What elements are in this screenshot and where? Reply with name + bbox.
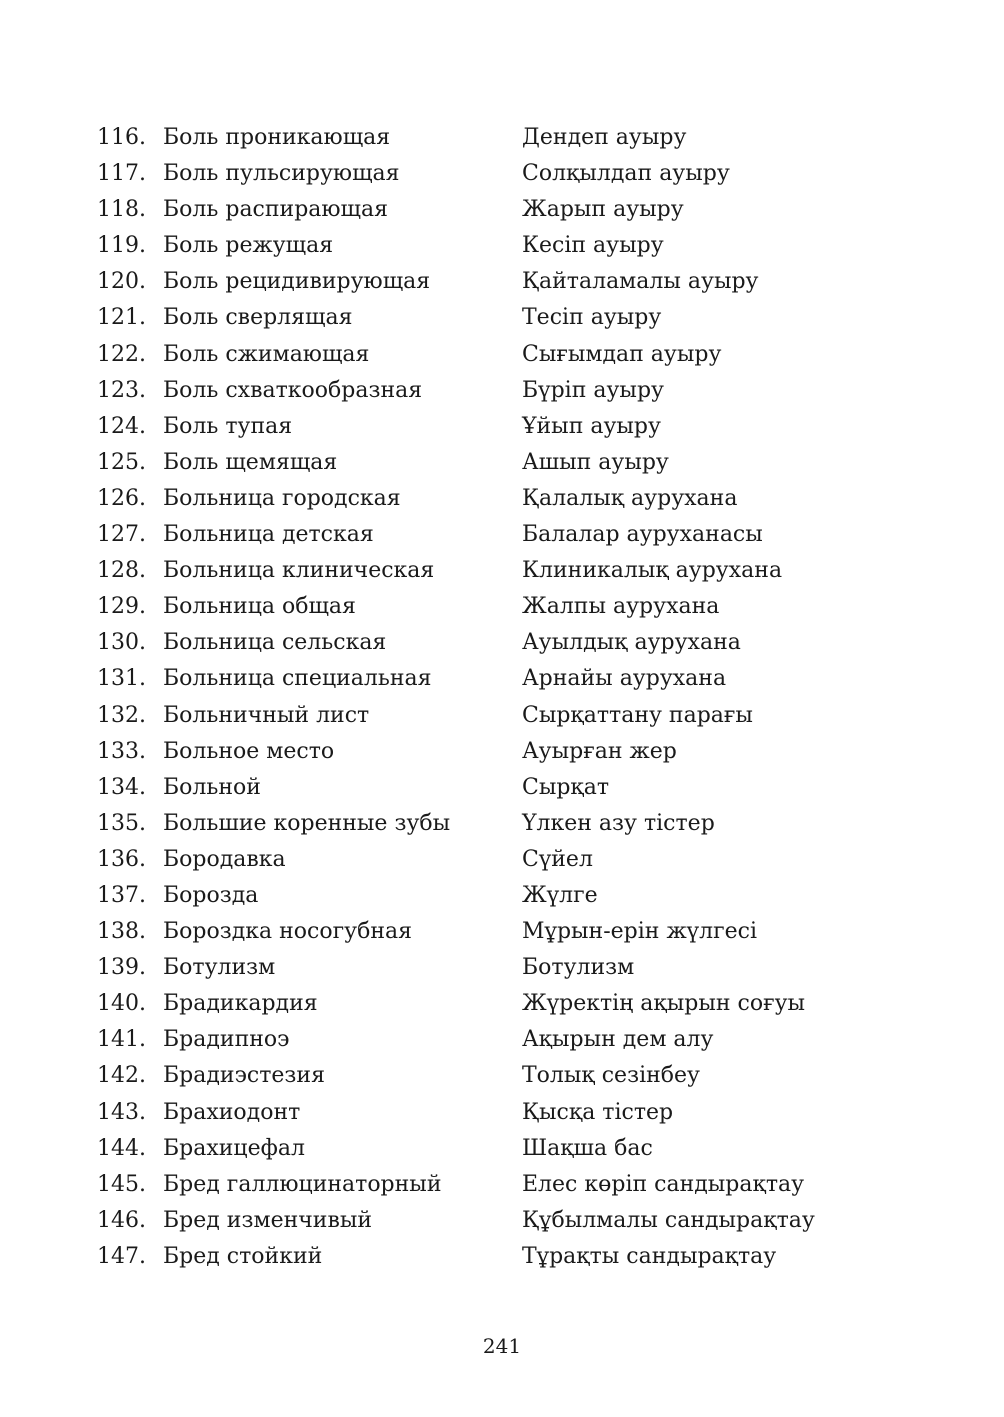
- glossary-entry: [97, 265, 917, 301]
- entry-number: 146.: [97, 1207, 146, 1233]
- entry-russian-term: Боль проникающая: [163, 125, 391, 150]
- entry-russian-term: Больница детская: [163, 522, 374, 548]
- entry-number: 126.: [97, 485, 146, 511]
- entry-number: 122.: [97, 341, 146, 367]
- entry-kazakh-term: Шақша бас: [522, 1135, 653, 1161]
- entry-russian-term: Боль тупая: [163, 413, 293, 439]
- entry-number: 129.: [97, 594, 146, 620]
- entry-number: 120.: [97, 269, 146, 295]
- glossary-entry: [97, 987, 917, 1023]
- glossary-entry: [97, 157, 917, 193]
- entry-russian-term: Боль щемящая: [163, 449, 338, 475]
- entry-russian-term: Ботулизм: [163, 955, 276, 981]
- entry-number: 127.: [97, 522, 146, 548]
- entry-kazakh-term: Қалалық аурухана: [522, 485, 738, 511]
- glossary-entry: [97, 446, 917, 482]
- entry-number: 140.: [97, 991, 146, 1017]
- entry-russian-term: Больное место: [163, 738, 335, 764]
- entry-kazakh-term: Жарып ауыру: [522, 197, 684, 223]
- entry-russian-term: Брахиодонт: [163, 1099, 301, 1125]
- entry-number: 118.: [97, 197, 146, 223]
- glossary-entry: [97, 771, 917, 807]
- entry-kazakh-term: Арнайы аурухана: [522, 666, 727, 692]
- entry-kazakh-term: Тұрақты сандырақтау: [522, 1243, 777, 1269]
- entry-russian-term: Больница клиническая: [163, 558, 435, 584]
- entry-russian-term: Бороздка носогубная: [163, 919, 412, 945]
- entry-number: 117.: [97, 161, 146, 187]
- entry-russian-term: Боль сжимающая: [163, 341, 370, 367]
- glossary-entry: [97, 301, 917, 337]
- glossary-entry: [97, 1240, 917, 1276]
- glossary-entry: [97, 1059, 917, 1095]
- glossary-entry: [97, 554, 917, 590]
- glossary-entry: [97, 879, 917, 915]
- entry-russian-term: Боль режущая: [163, 233, 334, 259]
- entry-russian-term: Больница городская: [163, 485, 401, 511]
- entry-russian-term: Брадипноэ: [163, 1027, 290, 1053]
- glossary-entry: [97, 193, 917, 229]
- glossary-entry: [97, 699, 917, 735]
- glossary-entry: [97, 1132, 917, 1168]
- entry-russian-term: Боль рецидивирующая: [163, 269, 431, 295]
- entry-kazakh-term: Сүйел: [522, 846, 593, 872]
- entry-russian-term: Бред стойкий: [163, 1243, 323, 1269]
- entry-russian-term: Брадикардия: [163, 991, 318, 1017]
- entry-russian-term: Бред галлюцинаторный: [163, 1171, 442, 1197]
- glossary-entry: [97, 1096, 917, 1132]
- entry-number: 130.: [97, 630, 146, 656]
- glossary-entry: [97, 374, 917, 410]
- page-number: 241: [482, 1334, 522, 1358]
- entry-kazakh-term: Үлкен азу тістер: [522, 810, 715, 836]
- entry-russian-term: Больной: [163, 774, 261, 800]
- entry-kazakh-term: Кесіп ауыру: [522, 233, 664, 259]
- entry-number: 142.: [97, 1063, 146, 1089]
- glossary-entry: [97, 626, 917, 662]
- glossary-entry: [97, 338, 917, 374]
- entry-number: 121.: [97, 305, 146, 331]
- entry-russian-term: Боль сверлящая: [163, 305, 353, 331]
- entry-number: 137.: [97, 882, 146, 908]
- entry-kazakh-term: Тесіп ауыру: [522, 305, 662, 331]
- entry-kazakh-term: Сырқат: [522, 774, 610, 800]
- entry-number: 139.: [97, 955, 146, 981]
- entry-russian-term: Брадиэстезия: [163, 1063, 325, 1089]
- entry-number: 123.: [97, 377, 146, 403]
- entry-russian-term: Брахицефал: [163, 1135, 305, 1161]
- entry-kazakh-term: Жүлге: [522, 882, 598, 908]
- entry-number: 143.: [97, 1099, 146, 1125]
- entry-russian-term: Больница специальная: [163, 666, 432, 692]
- entry-number: 145.: [97, 1171, 146, 1197]
- entry-number: 128.: [97, 558, 146, 584]
- glossary-entry: [97, 1168, 917, 1204]
- glossary-entry: [97, 915, 917, 951]
- entry-kazakh-term: Елес көріп сандырақтау: [522, 1171, 805, 1197]
- entry-number: 133.: [97, 738, 146, 764]
- entry-number: 138.: [97, 919, 146, 945]
- entry-russian-term: Больница сельская: [163, 630, 387, 656]
- entry-kazakh-term: Сығымдап ауыру: [522, 341, 722, 367]
- entry-number: 141.: [97, 1027, 146, 1053]
- entry-kazakh-term: Бүріп ауыру: [522, 377, 664, 403]
- entry-kazakh-term: Ботулизм: [522, 955, 635, 981]
- entry-kazakh-term: Сырқаттану парағы: [522, 702, 753, 728]
- entry-kazakh-term: Ауырған жер: [522, 738, 677, 764]
- entry-number: 134.: [97, 774, 146, 800]
- entry-number: 135.: [97, 810, 146, 836]
- entry-russian-term: Больница общая: [163, 594, 356, 620]
- entry-russian-term: Больничный лист: [163, 702, 370, 728]
- entry-kazakh-term: Мұрын-ерін жүлгесі: [522, 919, 757, 945]
- entry-number: 144.: [97, 1135, 146, 1161]
- entry-kazakh-term: Ұйып ауыру: [522, 413, 661, 439]
- entry-number: 125.: [97, 449, 146, 475]
- glossary-entry: [97, 951, 917, 987]
- entry-kazakh-term: Ақырын дем алу: [522, 1027, 714, 1053]
- glossary-entry: [97, 229, 917, 265]
- entry-kazakh-term: Толық сезінбеу: [522, 1063, 700, 1089]
- entry-kazakh-term: Ауылдық аурухана: [522, 630, 741, 656]
- entry-number: 131.: [97, 666, 146, 692]
- entry-kazakh-term: Клиникалық аурухана: [522, 558, 783, 584]
- entry-kazakh-term: Жалпы аурухана: [522, 594, 720, 620]
- entry-number: 132.: [97, 702, 146, 728]
- entry-number: 119.: [97, 233, 146, 259]
- entry-russian-term: Борозда: [163, 882, 259, 908]
- entry-kazakh-term: Дендеп ауыру: [522, 125, 687, 150]
- entry-kazakh-term: Солқылдап ауыру: [522, 161, 730, 187]
- entry-kazakh-term: Құбылмалы сандырақтау: [522, 1207, 815, 1233]
- glossary-entry: [97, 843, 917, 879]
- entry-kazakh-term: Жүректің ақырын соғуы: [522, 991, 806, 1017]
- entry-number: 124.: [97, 413, 146, 439]
- entry-number: 147.: [97, 1243, 146, 1269]
- entry-kazakh-term: Ашып ауыру: [522, 449, 669, 475]
- entry-kazakh-term: Балалар ауруханасы: [522, 522, 763, 548]
- glossary-entry: [97, 121, 917, 157]
- entry-russian-term: Большие коренные зубы: [163, 810, 451, 836]
- glossary-list: [97, 121, 917, 1276]
- entry-kazakh-term: Қысқа тістер: [522, 1099, 674, 1125]
- entry-russian-term: Бред изменчивый: [163, 1207, 373, 1233]
- glossary-entry: [97, 662, 917, 698]
- entry-russian-term: Бородавка: [163, 846, 286, 872]
- glossary-entry: [97, 410, 917, 446]
- glossary-entry: [97, 518, 917, 554]
- entry-kazakh-term: Қайталамалы ауыру: [522, 269, 759, 295]
- entry-russian-term: Боль распирающая: [163, 197, 389, 223]
- entry-russian-term: Боль схваткообразная: [163, 377, 423, 403]
- entry-number: 136.: [97, 846, 146, 872]
- glossary-entry: [97, 735, 917, 771]
- glossary-entry: [97, 1023, 917, 1059]
- entry-number: 116.: [97, 125, 146, 150]
- glossary-entry: [97, 590, 917, 626]
- glossary-entry: [97, 807, 917, 843]
- entry-russian-term: Боль пульсирующая: [163, 161, 400, 187]
- glossary-entry: [97, 482, 917, 518]
- glossary-entry: [97, 1204, 917, 1240]
